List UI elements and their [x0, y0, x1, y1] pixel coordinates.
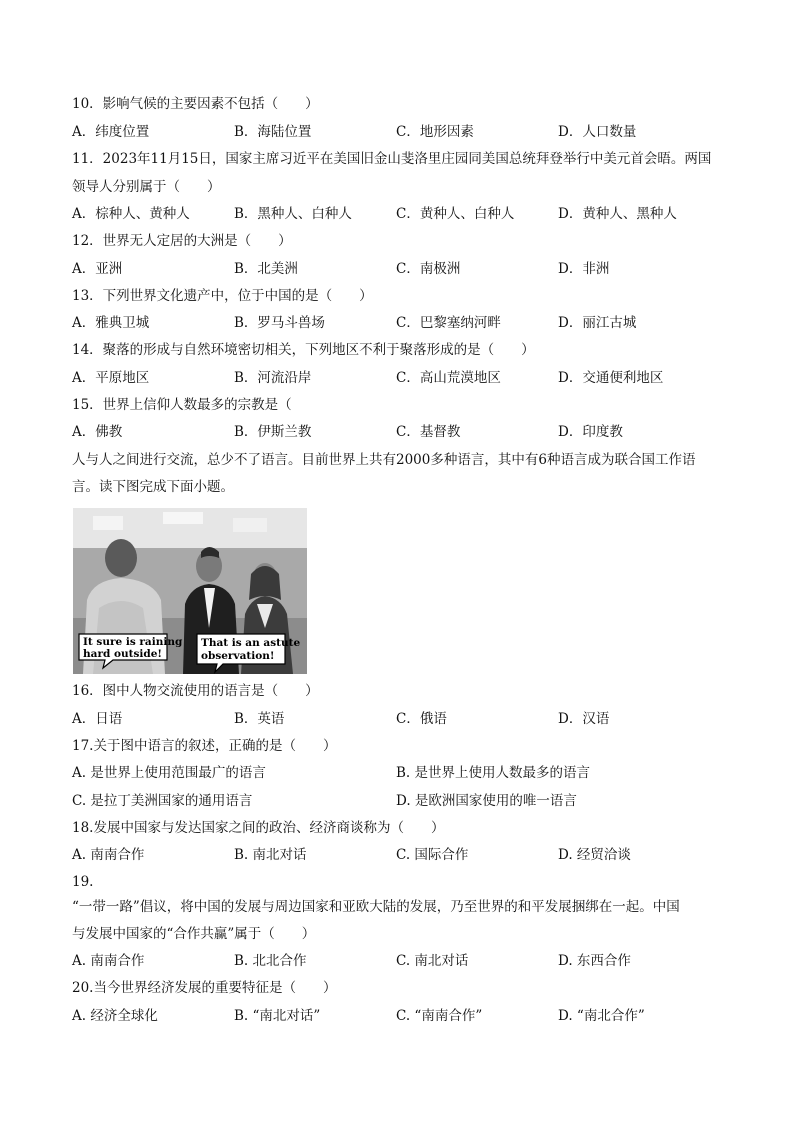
speech-bubble-right-line1: That is an astute — [201, 637, 301, 649]
question-17-option-d: D. 是欧洲国家使用的唯一语言 — [396, 793, 577, 809]
question-11-option-b: B．黑种人、白种人 — [234, 206, 352, 222]
question-19-option-b: B. 北北合作 — [234, 953, 307, 969]
question-12-option-c: C．南极洲 — [396, 261, 461, 277]
question-17-option-b: B. 是世界上使用人数最多的语言 — [396, 765, 591, 781]
question-12-option-b: B．北美洲 — [234, 261, 298, 277]
question-16-option-b: B．英语 — [234, 711, 285, 727]
question-13-option-c: C．巴黎塞纳河畔 — [396, 315, 501, 331]
speech-bubble-left-line2: hard outside! — [83, 648, 162, 660]
question-11-option-a: A．棕种人、黄种人 — [72, 206, 190, 222]
question-13-option-d: D．丽江古城 — [558, 315, 637, 331]
question-14-option-c: C．高山荒漠地区 — [396, 370, 501, 386]
question-19-option-c: C. 南北对话 — [396, 953, 469, 969]
question-15-option-d: D．印度教 — [558, 424, 623, 440]
question-16-stem: 16．图中人物交流使用的语言是（ ） — [72, 683, 319, 699]
speech-bubble-right-line2: observation! — [201, 650, 275, 662]
question-19-option-d: D. 东西合作 — [558, 953, 631, 969]
question-12-stem: 12．世界无人定居的大洲是（ ） — [72, 233, 292, 249]
question-18-option-c: C. 国际合作 — [396, 847, 469, 863]
question-15-option-c: C．基督教 — [396, 424, 461, 440]
question-13-option-a: A．雅典卫城 — [72, 315, 150, 331]
question-17-option-a: A. 是世界上使用范围最广的语言 — [72, 765, 266, 781]
question-10-option-b: B．海陆位置 — [234, 124, 312, 140]
question-13-stem: 13．下列世界文化遗产中，位于中国的是（ ） — [72, 288, 373, 304]
question-18-option-d: D. 经贸洽谈 — [558, 847, 631, 863]
question-18-option-a: A. 南南合作 — [72, 847, 145, 863]
question-10-option-d: D．人口数量 — [558, 124, 637, 140]
question-11-option-d: D．黄种人、黑种人 — [558, 206, 677, 222]
question-20-option-d: D. “南北合作” — [558, 1008, 645, 1024]
question-19-stem-line1: “一带一路”倡议，将中国的发展与周边国家和亚欧大陆的发展，乃至世界的和平发展捆绑在一起。中国 — [72, 899, 680, 915]
question-19-option-a: A. 南南合作 — [72, 953, 145, 969]
question-20-option-a: A. 经济全球化 — [72, 1008, 158, 1024]
question-14-option-d: D．交通便利地区 — [558, 370, 664, 386]
question-11-stem-line2: 领导人分别属于（ ） — [72, 179, 221, 195]
question-15-stem: 15．世界上信仰人数最多的宗教是（ — [72, 397, 292, 413]
question-16-option-a: A．日语 — [72, 711, 123, 727]
speech-bubble-left-line1: It sure is raining — [83, 636, 183, 648]
question-17-stem: 17.关于图中语言的叙述，正确的是（ ） — [72, 738, 337, 754]
question-16-option-d: D．汉语 — [558, 711, 610, 727]
question-10-option-a: A．纬度位置 — [72, 124, 150, 140]
question-10-stem: 10．影响气候的主要因素不包括（ ） — [72, 96, 319, 112]
question-12-option-a: A．亚洲 — [72, 261, 123, 277]
question-17-option-c: C. 是拉丁美洲国家的通用语言 — [72, 793, 253, 809]
question-20-stem: 20.当今世界经济发展的重要特征是（ ） — [72, 980, 337, 996]
passage-line2: 言。读下图完成下面小题。 — [72, 479, 234, 495]
question-19-number: 19. — [72, 874, 94, 890]
question-10-option-c: C．地形因素 — [396, 124, 474, 140]
question-14-option-a: A．平原地区 — [72, 370, 150, 386]
question-13-option-b: B．罗马斗兽场 — [234, 315, 325, 331]
question-20-option-b: B. “南北对话” — [234, 1008, 321, 1024]
passage-line1: 人与人之间进行交流，总少不了语言。目前世界上共有2000多种语言，其中有6种语言成为联合国工作语 — [72, 452, 696, 468]
question-11-stem-line1: 11．2023年11月15日，国家主席习近平在美国旧金山斐洛里庄园同美国总统拜登举行中美元首会晤。两国 — [72, 151, 712, 167]
question-19-stem-line2: 与发展中国家的“合作共赢”属于（ ） — [72, 926, 316, 942]
question-15-option-a: A．佛教 — [72, 424, 123, 440]
question-18-option-b: B. 南北对话 — [234, 847, 307, 863]
conversation-photo — [73, 508, 307, 674]
question-11-option-c: C．黄种人、白种人 — [396, 206, 515, 222]
question-14-option-b: B．河流沿岸 — [234, 370, 312, 386]
question-14-stem: 14．聚落的形成与自然环境密切相关，下列地区不利于聚落形成的是（ ） — [72, 342, 535, 358]
question-16-option-c: C．俄语 — [396, 711, 447, 727]
question-12-option-d: D．非洲 — [558, 261, 610, 277]
question-15-option-b: B．伊斯兰教 — [234, 424, 312, 440]
question-18-stem: 18.发展中国家与发达国家之间的政治、经济商谈称为（ ） — [72, 820, 445, 836]
question-20-option-c: C. “南南合作” — [396, 1008, 483, 1024]
